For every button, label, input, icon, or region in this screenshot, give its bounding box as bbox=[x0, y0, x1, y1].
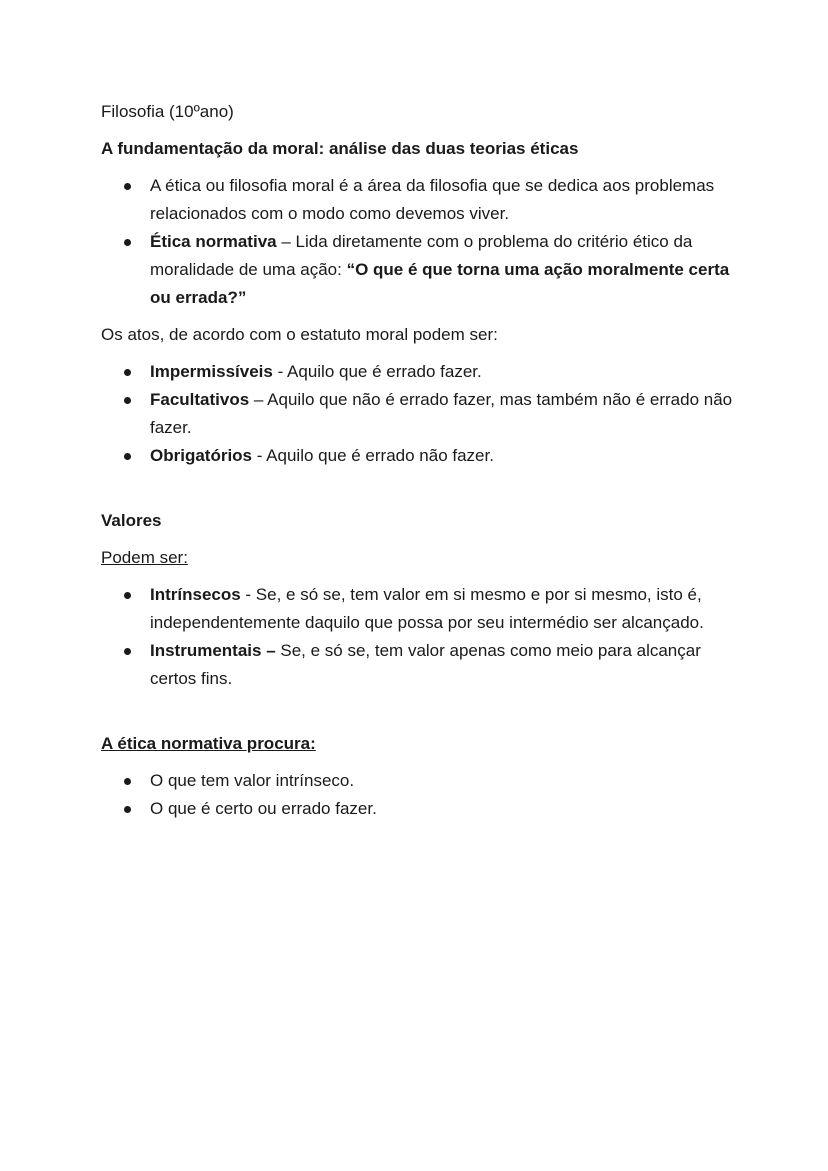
list-item-question: “O que é que torna uma ação moralmente certa ou errada?” bbox=[150, 260, 730, 307]
list-item-text: O que é certo ou errado fazer. bbox=[150, 799, 377, 818]
bullet-icon bbox=[124, 397, 131, 404]
list-item-term: Facultativos bbox=[150, 390, 250, 409]
bullet-icon bbox=[124, 453, 131, 460]
list-item bbox=[150, 795, 741, 823]
list-item bbox=[150, 172, 741, 228]
normative-list bbox=[101, 767, 741, 823]
acts-intro: Os atos, de acordo com o estatuto moral podem ser: bbox=[101, 325, 498, 344]
list-item-term: Ética normativa bbox=[150, 232, 277, 251]
list-item bbox=[150, 386, 741, 442]
list-item-term: Obrigatórios bbox=[150, 446, 253, 465]
list-item-text: - Aquilo que é errado não fazer. bbox=[252, 446, 494, 465]
intro-list bbox=[101, 172, 741, 312]
list-item-text: - Aquilo que é errado fazer. bbox=[272, 362, 482, 381]
bullet-icon bbox=[124, 592, 131, 599]
list-item-text: – Lida diretamente com o problema do critério ético da moralidade de uma ação: bbox=[150, 232, 693, 279]
bullet-icon bbox=[124, 239, 131, 246]
document-title: A fundamentação da moral: análise das duas teorias éticas bbox=[101, 139, 579, 158]
list-item-text: Se, e só se, tem valor apenas como meio para alcançar certos fins. bbox=[150, 641, 701, 688]
values-heading: Valores bbox=[101, 511, 162, 530]
list-item-text: – Aquilo que não é errado fazer, mas também não é errado não fazer. bbox=[150, 390, 733, 437]
list-item bbox=[150, 581, 741, 637]
list-item bbox=[150, 442, 741, 470]
normative-heading: A ética normativa procura: bbox=[101, 734, 316, 753]
document-header: Filosofia (10ºano) bbox=[101, 102, 234, 121]
spacer bbox=[101, 702, 741, 730]
list-item bbox=[150, 767, 741, 795]
list-item-text: - Se, e só se, tem valor em si mesmo e por si mesmo, isto é, independentemente daquilo que possa por seu intermédio ser alcançado. bbox=[150, 585, 704, 632]
list-item bbox=[150, 358, 741, 386]
list-item-term: Intrínsecos bbox=[150, 585, 241, 604]
list-item-text: A ética ou filosofia moral é a área da filosofia que se dedica aos problemas relacionados com o modo como devemos viver. bbox=[150, 176, 715, 223]
bullet-icon bbox=[124, 648, 131, 655]
bullet-icon bbox=[124, 369, 131, 376]
list-item-term: Impermissíveis bbox=[150, 362, 273, 381]
list-item bbox=[150, 228, 741, 312]
document-page bbox=[101, 98, 741, 832]
values-subheading: Podem ser: bbox=[101, 548, 188, 567]
bullet-icon bbox=[124, 778, 131, 785]
spacer bbox=[101, 479, 741, 507]
list-item-term: Instrumentais – bbox=[150, 641, 276, 660]
values-list bbox=[101, 581, 741, 693]
bullet-icon bbox=[124, 806, 131, 813]
list-item-text: O que tem valor intrínseco. bbox=[150, 771, 355, 790]
acts-list bbox=[101, 358, 741, 470]
bullet-icon bbox=[124, 183, 131, 190]
list-item bbox=[150, 637, 741, 693]
